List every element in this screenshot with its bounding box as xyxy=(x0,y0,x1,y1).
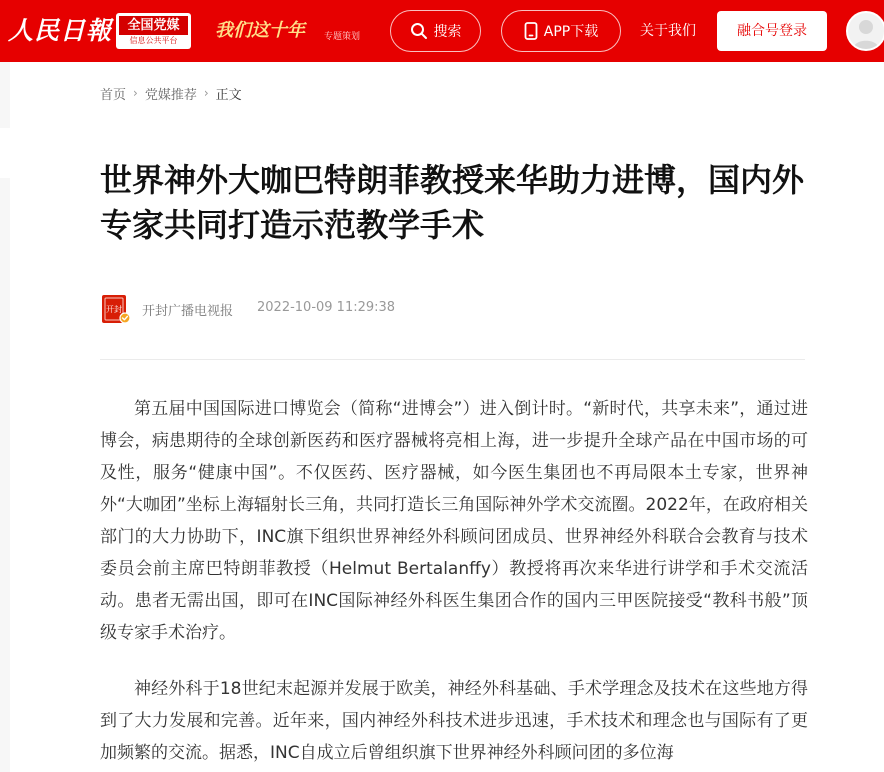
side-panel-edge xyxy=(0,178,10,772)
article-paragraph: 第五届中国国际进口博览会（简称“进博会”）进入倒计时。“新时代，共享未来”，通过进博会，病患期待的全球创新医药和医疗器械将亮相上海，进一步提升全球产品在中国市场的可及性，服务“健康中国”。不仅医药、医疗器械，如今医生集团也不再局限本土专家，世界神外“大咖团”坐标上海辐射长三角，共同打造长三角国际神外学术交流圈。2022年，在政府相关部门的大力协助下，INC旗下组织世界神经外科顾问团成员、世界神经外科联合会教育与技术委员会前主席巴特朗菲教授（Helmut Bertalanffy）教授将再次来华进行讲学和手术交流活动。患者无需出国，即可在INC国际神经外科医生集团合作的国内三甲医院接受“教科书般”顶级专家手术治疗。 xyxy=(100,399,808,643)
article-paragraph: 神经外科于18世纪末起源并发展于欧美，神经外科基础、手术学理念及技术在这些地方得到了大力发展和完善。近年来，国内神经外科技术进步迅速，手术技术和理念也与国际有了更加频繁的交流。据悉，INC自成立后曾组织旗下世界神经外科顾问团的多位海 xyxy=(100,679,808,763)
breadcrumb-current: 正文 xyxy=(215,87,242,103)
side-panel-edge xyxy=(0,62,10,128)
breadcrumb-section[interactable]: 党媒推荐 xyxy=(144,87,197,103)
breadcrumb xyxy=(100,83,242,103)
site-header xyxy=(0,0,884,62)
divider xyxy=(100,359,805,360)
source-name[interactable]: 开封广播电视报 xyxy=(142,304,234,319)
breadcrumb-home[interactable]: 首页 xyxy=(100,87,127,103)
feature-slogan[interactable]: 我们这十年 xyxy=(215,20,305,41)
app-download-label: APP下载 xyxy=(543,24,599,40)
avatar[interactable] xyxy=(846,11,884,51)
article-title: 世界神外大咖巴特朗菲教授来华助力进博，国内外专家共同打造示范教学手术 xyxy=(100,161,805,244)
source-logo-icon[interactable] xyxy=(100,293,132,325)
phone-icon xyxy=(524,22,538,40)
chevron-right-icon: › xyxy=(203,86,209,100)
about-link[interactable]: 关于我们 xyxy=(640,23,696,39)
login-button[interactable]: 融合号登录 xyxy=(717,11,827,51)
brand-subtitle: 信息公共平台 xyxy=(129,36,178,45)
user-icon xyxy=(848,13,884,49)
search-button[interactable] xyxy=(390,10,481,52)
chevron-right-icon: › xyxy=(133,86,138,100)
publish-time: 2022-10-09 11:29:38 xyxy=(257,300,396,315)
source-logo-text: 开封 xyxy=(106,305,122,314)
search-icon xyxy=(410,22,428,40)
brand-title: 全国党媒 xyxy=(119,16,188,35)
brand-badge[interactable] xyxy=(116,13,191,49)
article-body xyxy=(100,393,808,772)
feature-slogan-sub: 专题策划 xyxy=(324,32,361,42)
site-logo[interactable]: 人民日報 xyxy=(8,16,113,45)
app-download-button[interactable] xyxy=(501,10,621,52)
search-button-label: 搜索 xyxy=(433,24,462,40)
